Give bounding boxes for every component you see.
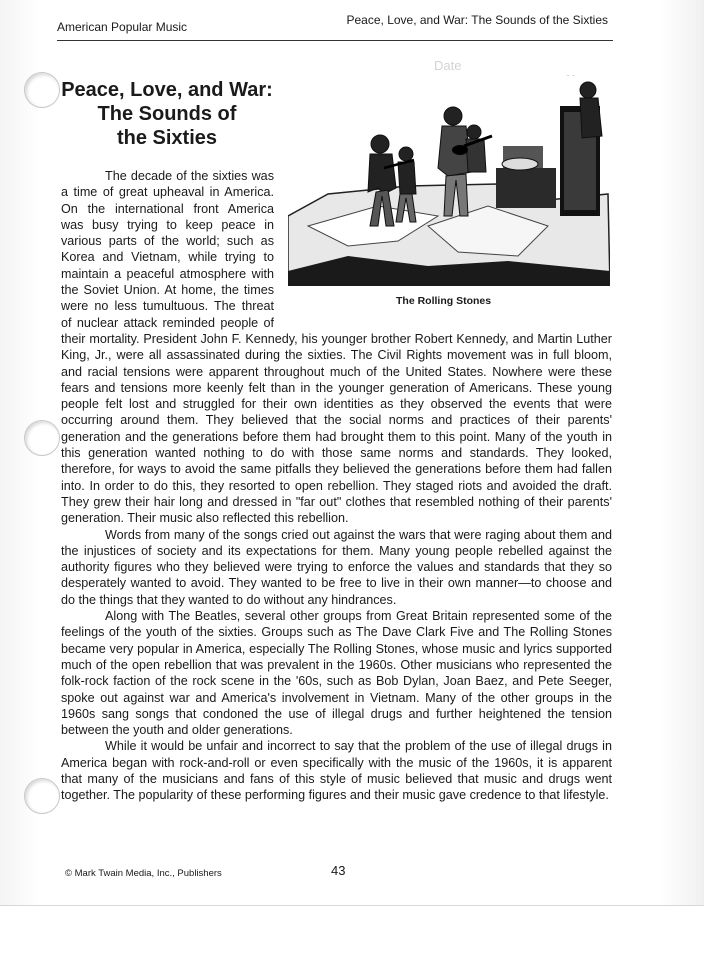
running-header-left: American Popular Music [57,20,188,34]
article-body [61,168,612,804]
image-wrap-space [274,168,612,318]
paragraph-1: The decade of the sixties was a time of great upheaval in America. On the international front America was busy trying to keep peace in various parts of the world; such as Korea and Vietnam, while trying to maintain a peaceful atmosphere with the Soviet Union. At home, the times were no less tumultuous. The threat of nuclear attack reminded people of their mortality. President John F. Kennedy, his younger brother Robert Kennedy, and Martin Luther King, Jr., were all assassinated during the sixties. The Civil Rights movement was in full bloom, and racial tensions were apparent throughout much of the United States. Nowhere were these fears and tensions more keenly felt than in the younger generation of Americans. These young people felt lost and struggled for their own identities as they observed the events that were occurring around them. They believed that the social norms and practices of their parents' generation and the generations before them had brought them to this point. Many of the youth in this generation wanted nothing to do with those same norms and standards. They looked, therefore, for ways to avoid the same pitfalls they believed the generations before them had fallen into. In order to do this, they resorted to open rebellion. They staged riots and avoided the draft. They grew their hair long and dressed in "far out" clothes that resembled nothing of their parents' generation. Their music also reflected this rebellion. [61,169,612,526]
page-number: 43 [331,863,346,878]
article-title [57,78,277,150]
binder-hole-top [24,72,60,108]
page-bottom-margin [0,905,704,971]
binder-hole-middle [24,420,60,456]
title-line-3: the Sixties [116,127,218,149]
binder-hole-bottom [24,778,60,814]
paragraph-4: While it would be unfair and incorrect to say that the problem of the use of illegal drugs in America began with rock-and-roll or even specifically with the music of the 1960s, it is apparent that many of the musicians and fans of this style of music believed that music and drugs went together. The popularity of these performing figures and their music gave credence to that lifestyle. [61,739,612,803]
bleed-through-date: Date [434,58,462,73]
paragraph-2: Words from many of the songs cried out against the wars that were raging about them and the injustices of society and its expectations for them. Many young people rebelled against the authority figures who they believed were trying to enforce the values and standards that they so desperately wanted to avoid. They wanted to be free to live in their own manner—to choose and do the things that they wanted to do without any hindrances. [61,527,612,607]
title-line-1: Peace, Love, and War: [61,79,273,101]
photo-caption: The Rolling Stones [396,295,492,307]
running-header-right: Peace, Love, and War: The Sounds of the Sixties [346,13,608,27]
paragraph-3: Along with The Beatles, several other groups from Great Britain represented some of the feelings of the youth of the sixties. Groups such as The Dave Clark Five and The Rolling Stones became very popular in America, especially The Rolling Stones, whose music and lyrics supported much of the open rebellion that was prevalent in the 1960s. Other musicians who represented the folk-rock faction of the rock scene in the '60s, such as Bob Dylan, Joan Baez, and Pete Seeger, spoke out against war and America's involvement in Vietnam. Many of the other groups in the 1960s sang songs that condoned the use of illegal drugs and further heightened the tension between the youth and older generations. [61,609,612,738]
publisher-credit: © Mark Twain Media, Inc., Publishers [65,868,222,879]
header-rule [57,40,613,41]
title-line-2: The Sounds of [97,103,237,125]
